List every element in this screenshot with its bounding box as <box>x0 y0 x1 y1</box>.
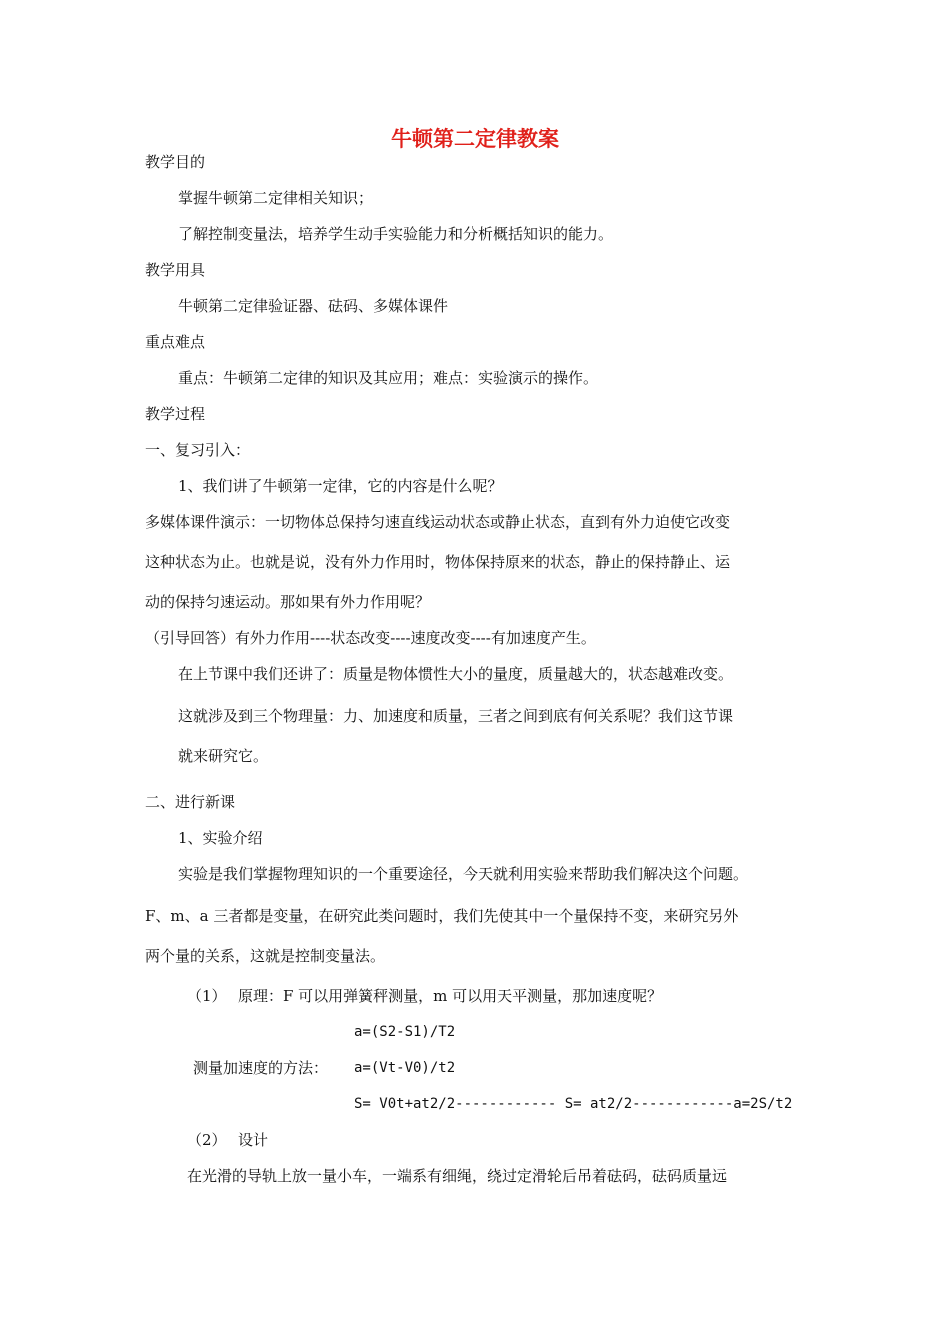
paragraph-line: 动的保持匀速运动。那如果有外力作用呢？ <box>145 593 431 611</box>
formula-label: 测量加速度的方法： <box>193 1059 329 1077</box>
document-title: 牛顿第二定律教案 <box>391 127 559 151</box>
part-heading-new-lesson: 二、进行新课 <box>145 793 236 811</box>
paragraph: 在上节课中我们还讲了：质量是物体惯性大小的量度，质量越大的，状态越难改变。 <box>178 665 734 683</box>
paragraph: 1、我们讲了牛顿第一定律，它的内容是什么呢？ <box>178 477 503 495</box>
formula: a=(Vt-V0)/t2 <box>354 1060 456 1076</box>
list-item-text: 原理：F 可以用弹簧秤测量，m 可以用天平测量，那加速度呢？ <box>238 987 663 1005</box>
section-heading-key-points: 重点难点 <box>145 333 206 351</box>
paragraph-line: F、m、a 三者都是变量，在研究此类问题时，我们先使其中一个量保持不变，来研究另外 <box>145 907 739 925</box>
paragraph-line: 就来研究它。 <box>178 747 269 765</box>
paragraph: （引导回答）有外力作用----状态改变----速度改变----有加速度产生。 <box>145 629 596 647</box>
subheading: 1、实验介绍 <box>178 829 263 847</box>
part-heading-review: 一、复习引入： <box>145 441 251 459</box>
formula: S= V0t+at2/2------------ S= at2/2------------a=2S/t2 <box>354 1096 793 1112</box>
paragraph: 重点：牛顿第二定律的知识及其应用；难点：实验演示的操作。 <box>178 369 599 387</box>
paragraph-line: 多媒体课件演示：一切物体总保持匀速直线运动状态或静止状态，直到有外力迫使它改变 <box>145 513 731 531</box>
list-item-text: 设计 <box>238 1131 269 1149</box>
paragraph: 了解控制变量法，培养学生动手实验能力和分析概括知识的能力。 <box>178 225 614 243</box>
section-heading-objectives: 教学目的 <box>145 153 206 171</box>
section-heading-tools: 教学用具 <box>145 261 206 279</box>
paragraph-line: 实验是我们掌握物理知识的一个重要途径，今天就利用实验来帮助我们解决这个问题。 <box>178 865 749 883</box>
paragraph-line: 两个量的关系，这就是控制变量法。 <box>145 947 386 965</box>
section-heading-process: 教学过程 <box>145 405 206 423</box>
list-number: （1） <box>187 987 227 1005</box>
paragraph: 掌握牛顿第二定律相关知识； <box>178 189 374 207</box>
formula: a=(S2-S1)/T2 <box>354 1024 456 1040</box>
paragraph: 牛顿第二定律验证器、砝码、多媒体课件 <box>178 297 449 315</box>
paragraph-line: 这种状态为止。也就是说，没有外力作用时，物体保持原来的状态，静止的保持静止、运 <box>145 553 731 571</box>
list-number: （2） <box>187 1131 227 1149</box>
paragraph-line: 在光滑的导轨上放一量小车，一端系有细绳，绕过定滑轮后吊着砝码，砝码质量远 <box>187 1167 728 1185</box>
paragraph-line: 这就涉及到三个物理量：力、加速度和质量，三者之间到底有何关系呢？我们这节课 <box>178 707 734 725</box>
